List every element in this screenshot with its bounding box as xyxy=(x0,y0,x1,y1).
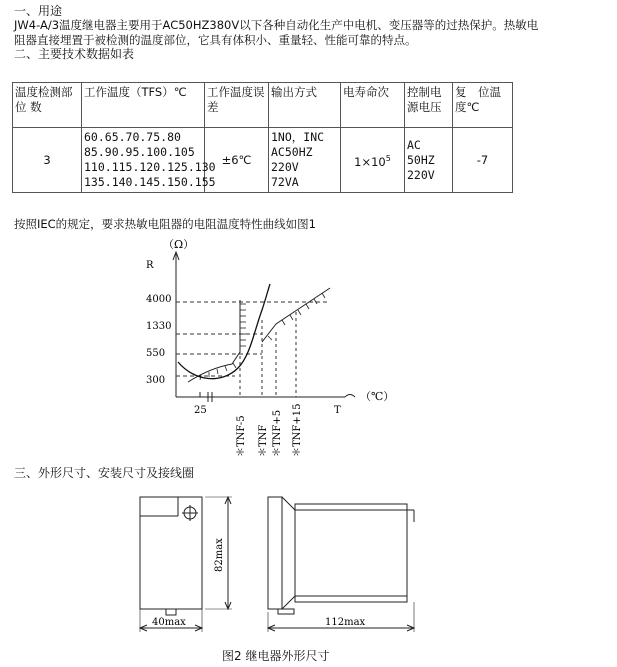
temp-line: 85.90.95.100.105 xyxy=(84,145,195,159)
life-base: 1×10 xyxy=(354,154,386,169)
side-foot xyxy=(278,609,294,614)
figure1-rt-curve xyxy=(0,232,617,462)
section1-line1: JW4-A/3温度继电器主要用于AC50HZ380V以下各种自动化生产中电机、变压器等的过热保护。热敏电 xyxy=(14,18,539,32)
cell-temps xyxy=(82,128,216,193)
x-label-T: T xyxy=(334,405,341,416)
supply-line: AC xyxy=(407,137,421,152)
header-supply: 控制电源电压 xyxy=(405,83,453,128)
spec-table xyxy=(12,82,513,193)
life-exponent: 5 xyxy=(385,153,391,163)
side-view xyxy=(268,497,414,632)
x-tick-tnf+5: ＊TNF+5 xyxy=(272,409,283,457)
front-view xyxy=(140,497,232,632)
x-tick-tnf: ＊TNF xyxy=(258,424,269,457)
header-reset: 复 位温度℃ xyxy=(453,83,513,128)
spec-table-header-row xyxy=(13,83,513,128)
x-label-25: 25 xyxy=(194,405,207,416)
cell-error: ±6℃ xyxy=(205,128,269,193)
temp-line: 60.65.70.75.80 xyxy=(84,130,181,144)
terminal-foot xyxy=(166,609,176,615)
section3-heading: 三、外形尺寸、安装尺寸及接线圈 xyxy=(14,466,195,480)
unit-celsius: （℃） xyxy=(360,390,395,403)
cell-life xyxy=(341,128,405,193)
cell-output xyxy=(269,128,341,193)
side-body xyxy=(295,504,407,602)
cell-supply xyxy=(405,128,453,193)
temp-line: 110.115.120.125.130 xyxy=(84,160,216,174)
output-line: AC50HZ xyxy=(271,145,313,159)
supply-line: 220V xyxy=(407,167,435,182)
y-tick-550: 550 xyxy=(146,348,166,359)
x-tick-tnf+15: ＊TNF+15 xyxy=(292,403,303,457)
header-temperature: 工作温度（TFS）℃ xyxy=(82,83,205,128)
height-dim-label: 82max xyxy=(214,538,225,572)
r-axis-label: R xyxy=(146,260,154,271)
section2-heading: 二、主要技术数据如表 xyxy=(14,47,135,61)
x-tick-tnf-5: ＊TNF-5 xyxy=(236,415,247,457)
output-line: 1NO，INC xyxy=(271,130,325,144)
depth-dim-label: 112max xyxy=(325,617,366,628)
cell-reset: -7 xyxy=(453,128,513,193)
front-body xyxy=(140,497,202,609)
header-error: 工作温度误差 xyxy=(205,83,269,128)
rt-curve xyxy=(178,284,270,379)
y-tick-300: 300 xyxy=(146,375,166,386)
temp-line: 135.140.145.150.155 xyxy=(84,175,216,189)
cell-points: 3 xyxy=(13,128,82,193)
spec-table-row xyxy=(13,128,513,193)
header-life: 电寿命次 xyxy=(341,83,405,128)
output-line: 72VA xyxy=(271,175,299,189)
section1-line2: 阻器直接埋置于被检测的温度部位，它具有体积小、重量轻、性能可靠的特点。 xyxy=(14,33,417,47)
figure2-relay-dimensions xyxy=(0,482,617,667)
figure2-caption: 图2 继电器外形尺寸 xyxy=(222,649,330,663)
x-axis-break xyxy=(345,395,355,398)
hatch-marks-left xyxy=(200,304,246,380)
width-dim-label: 40max xyxy=(152,617,186,628)
supply-line: 50HZ xyxy=(407,152,435,167)
unit-ohm: （Ω） xyxy=(163,238,195,251)
output-line: 220V xyxy=(271,160,299,174)
iec-note: 按照IEC的规定，要求热敏电阻器的电阻温度特性曲线如图1 xyxy=(14,217,317,231)
y-tick-4000: 4000 xyxy=(146,294,172,305)
header-output: 输出方式 xyxy=(269,83,341,128)
section1-heading: 一、用途 xyxy=(14,4,63,18)
side-flange xyxy=(268,497,282,609)
y-tick-1330: 1330 xyxy=(146,321,172,332)
tolerance-boundary-left xyxy=(188,300,240,382)
header-points: 温度检测部位 数 xyxy=(13,83,82,128)
